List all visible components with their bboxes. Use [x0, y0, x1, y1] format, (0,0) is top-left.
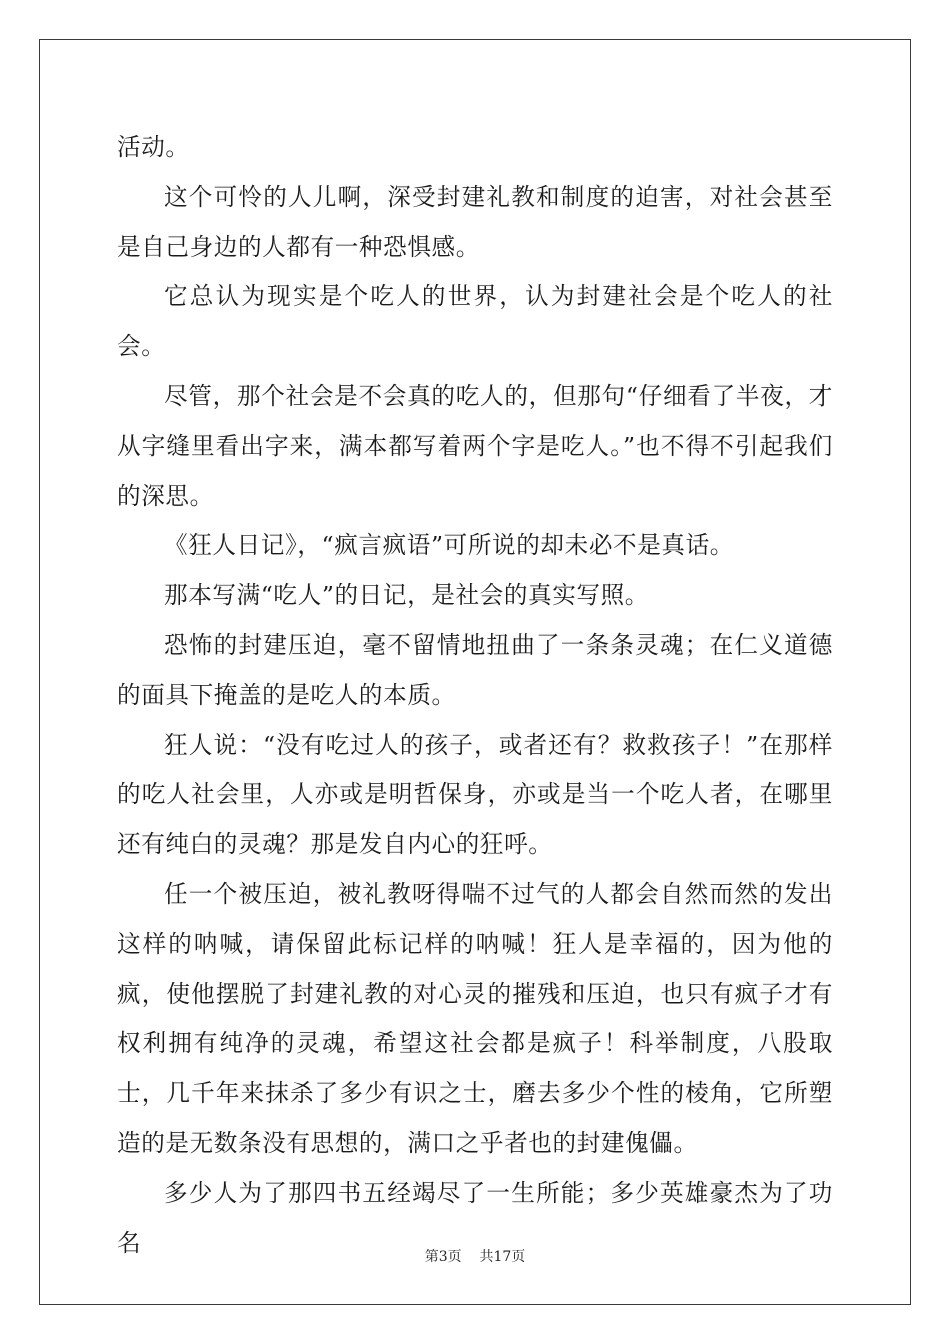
paragraph-4: 尽管，那个社会是不会真的吃人的，但那句“仔细看了半夜，才从字缝里看出字来，满本都写着两个字是吃人。”也不得不引起我们的深思。 [117, 381, 833, 510]
paragraph-1: 活动。 [117, 133, 190, 161]
paragraph-5: 《狂人日记》，“疯言疯语”可所说的却未必不是真话。 [164, 531, 734, 560]
paragraph-3: 它总认为现实是个吃人的世界，认为封建社会是个吃人的社会。 [117, 282, 833, 361]
document-body [117, 123, 833, 1268]
paragraph-8: 狂人说：“没有吃过人的孩子，或者还有？救救孩子！”在那样的吃人社会里，人亦或是明哲保身，亦或是当一个吃人者，在哪里还有纯白的灵魂？那是发自内心的狂呼。 [117, 730, 833, 859]
paragraph-2: 这个可怜的人儿啊，深受封建礼教和制度的迫害，对社会甚至是自己身边的人都有一种恐惧感。 [117, 182, 833, 261]
page-total: 共17页 [479, 1249, 526, 1265]
paragraph-6: 那本写满“吃人”的日记，是社会的真实写照。 [164, 581, 650, 610]
paragraph-10: 多少人为了那四书五经竭尽了一生所能；多少英雄豪杰为了功名 [117, 1178, 833, 1257]
page-number: 第3页 [424, 1249, 462, 1265]
paragraph-9: 任一个被压迫，被礼教呀得喘不过气的人都会自然而然的发出这样的呐喊，请保留此标记样的呐喊！狂人是幸福的，因为他的疯，使他摆脱了封建礼教的对心灵的摧残和压迫，也只有疯子才有权利拥有纯净的灵魂，希望这社会都是疯子！科举制度，八股取士，几千年来抹杀了多少有识之士，磨去多少个性的棱角，它所塑造的是无数条没有思想的，满口之乎者也的封建傀儡。 [117, 879, 833, 1157]
page-footer [0, 1246, 950, 1266]
paragraph-7: 恐怖的封建压迫，毫不留情地扭曲了一条条灵魂；在仁义道德的面具下掩盖的是吃人的本质。 [117, 630, 833, 709]
